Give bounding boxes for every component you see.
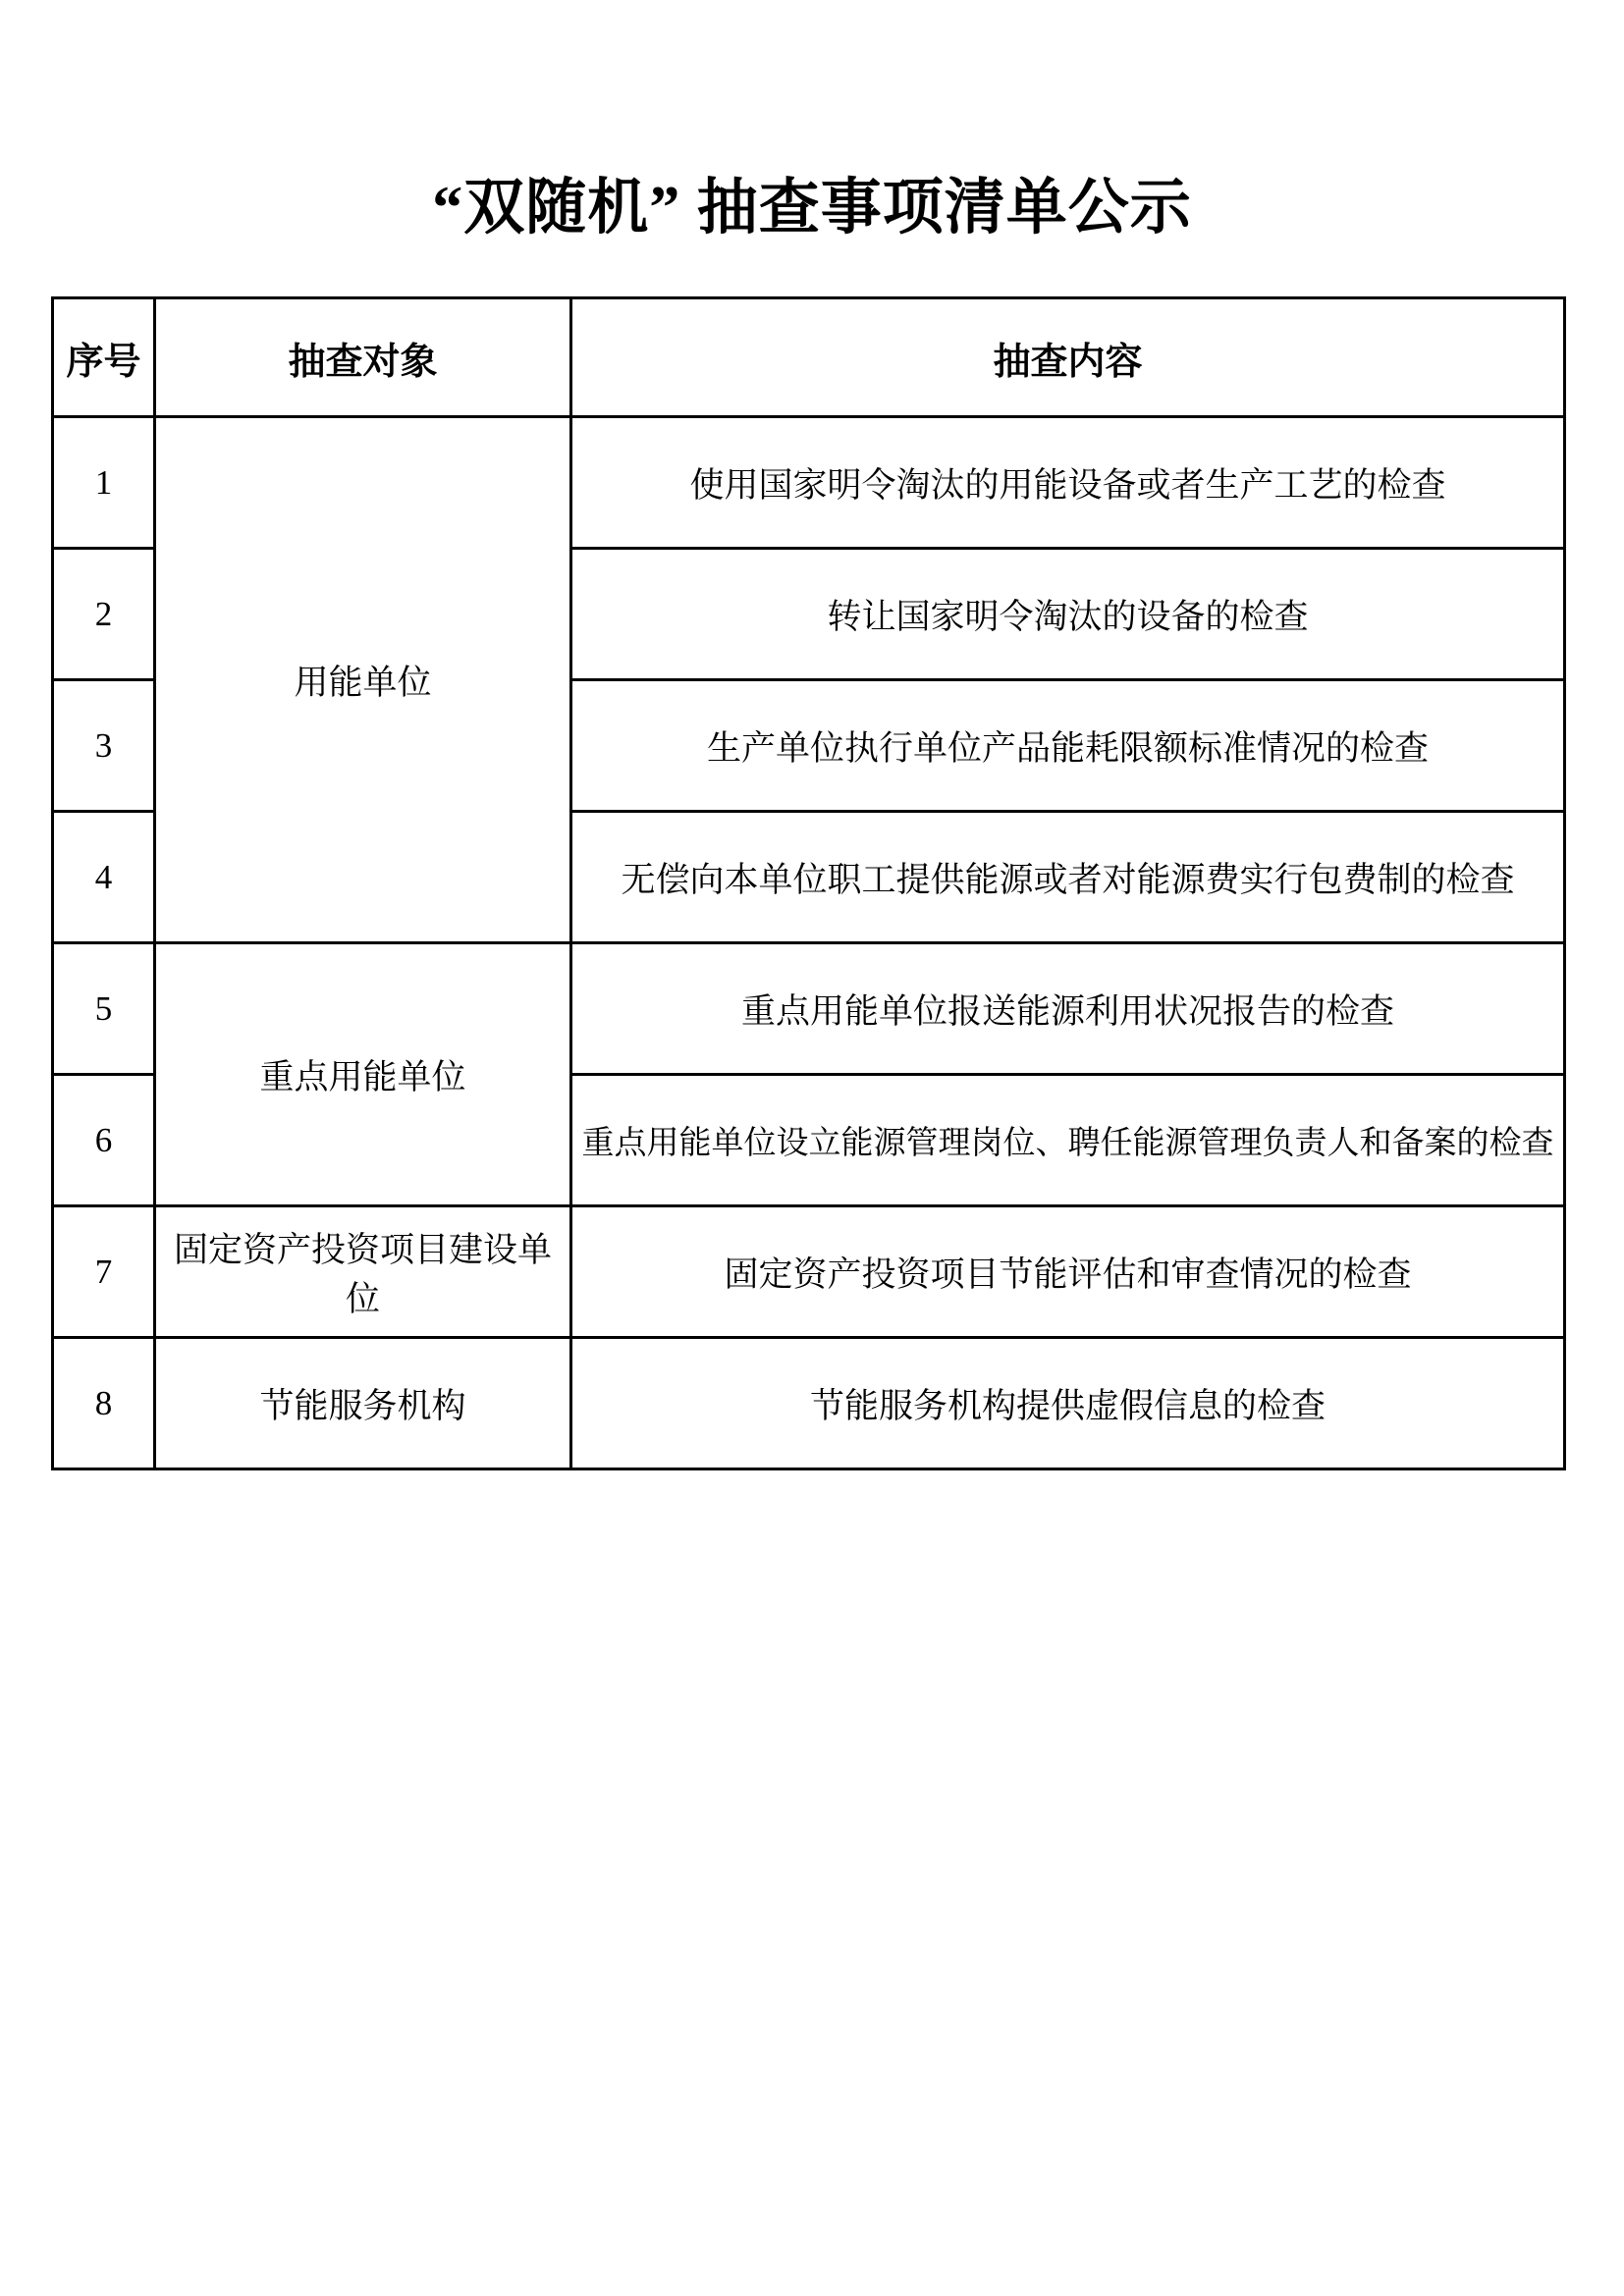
target-cell-energy-saving-service-agencies: 节能服务机构: [155, 1338, 571, 1469]
row-8-content: 节能服务机构提供虚假信息的检查: [571, 1338, 1565, 1469]
table-row-8: [53, 1338, 1565, 1469]
table-header-row: [53, 298, 1565, 417]
table-row-7: [53, 1206, 1565, 1338]
row-3-number: 3: [53, 680, 155, 812]
row-4-content: 无偿向本单位职工提供能源或者对能源费实行包费制的检查: [571, 812, 1565, 943]
row-5-content: 重点用能单位报送能源利用状况报告的检查: [571, 943, 1565, 1075]
row-2-content: 转让国家明令淘汰的设备的检查: [571, 549, 1565, 680]
inspection-items-table: [51, 296, 1566, 1470]
table-row-5: [53, 943, 1565, 1075]
row-1-number: 1: [53, 417, 155, 549]
target-cell-energy-using-units: 用能单位: [155, 417, 571, 943]
table-row-1: [53, 417, 1565, 549]
row-5-number: 5: [53, 943, 155, 1075]
page-title: “双随机” 抽查事项清单公示: [432, 175, 1192, 241]
row-6-content: 重点用能单位设立能源管理岗位、聘任能源管理负责人和备案的检查: [571, 1075, 1565, 1206]
row-6-number: 6: [53, 1075, 155, 1206]
row-1-content: 使用国家明令淘汰的用能设备或者生产工艺的检查: [571, 417, 1565, 549]
row-8-number: 8: [53, 1338, 155, 1469]
header-inspection-target: 抽查对象: [155, 298, 571, 417]
row-2-number: 2: [53, 549, 155, 680]
header-inspection-content: 抽查内容: [571, 298, 1565, 417]
target-cell-key-energy-using-units: 重点用能单位: [155, 943, 571, 1206]
row-7-content: 固定资产投资项目节能评估和审查情况的检查: [571, 1206, 1565, 1338]
row-3-content: 生产单位执行单位产品能耗限额标准情况的检查: [571, 680, 1565, 812]
target-cell-fixed-asset-investment-project-units: 固定资产投资项目建设单位: [155, 1206, 571, 1338]
row-4-number: 4: [53, 812, 155, 943]
header-serial-number: 序号: [53, 298, 155, 417]
row-7-number: 7: [53, 1206, 155, 1338]
